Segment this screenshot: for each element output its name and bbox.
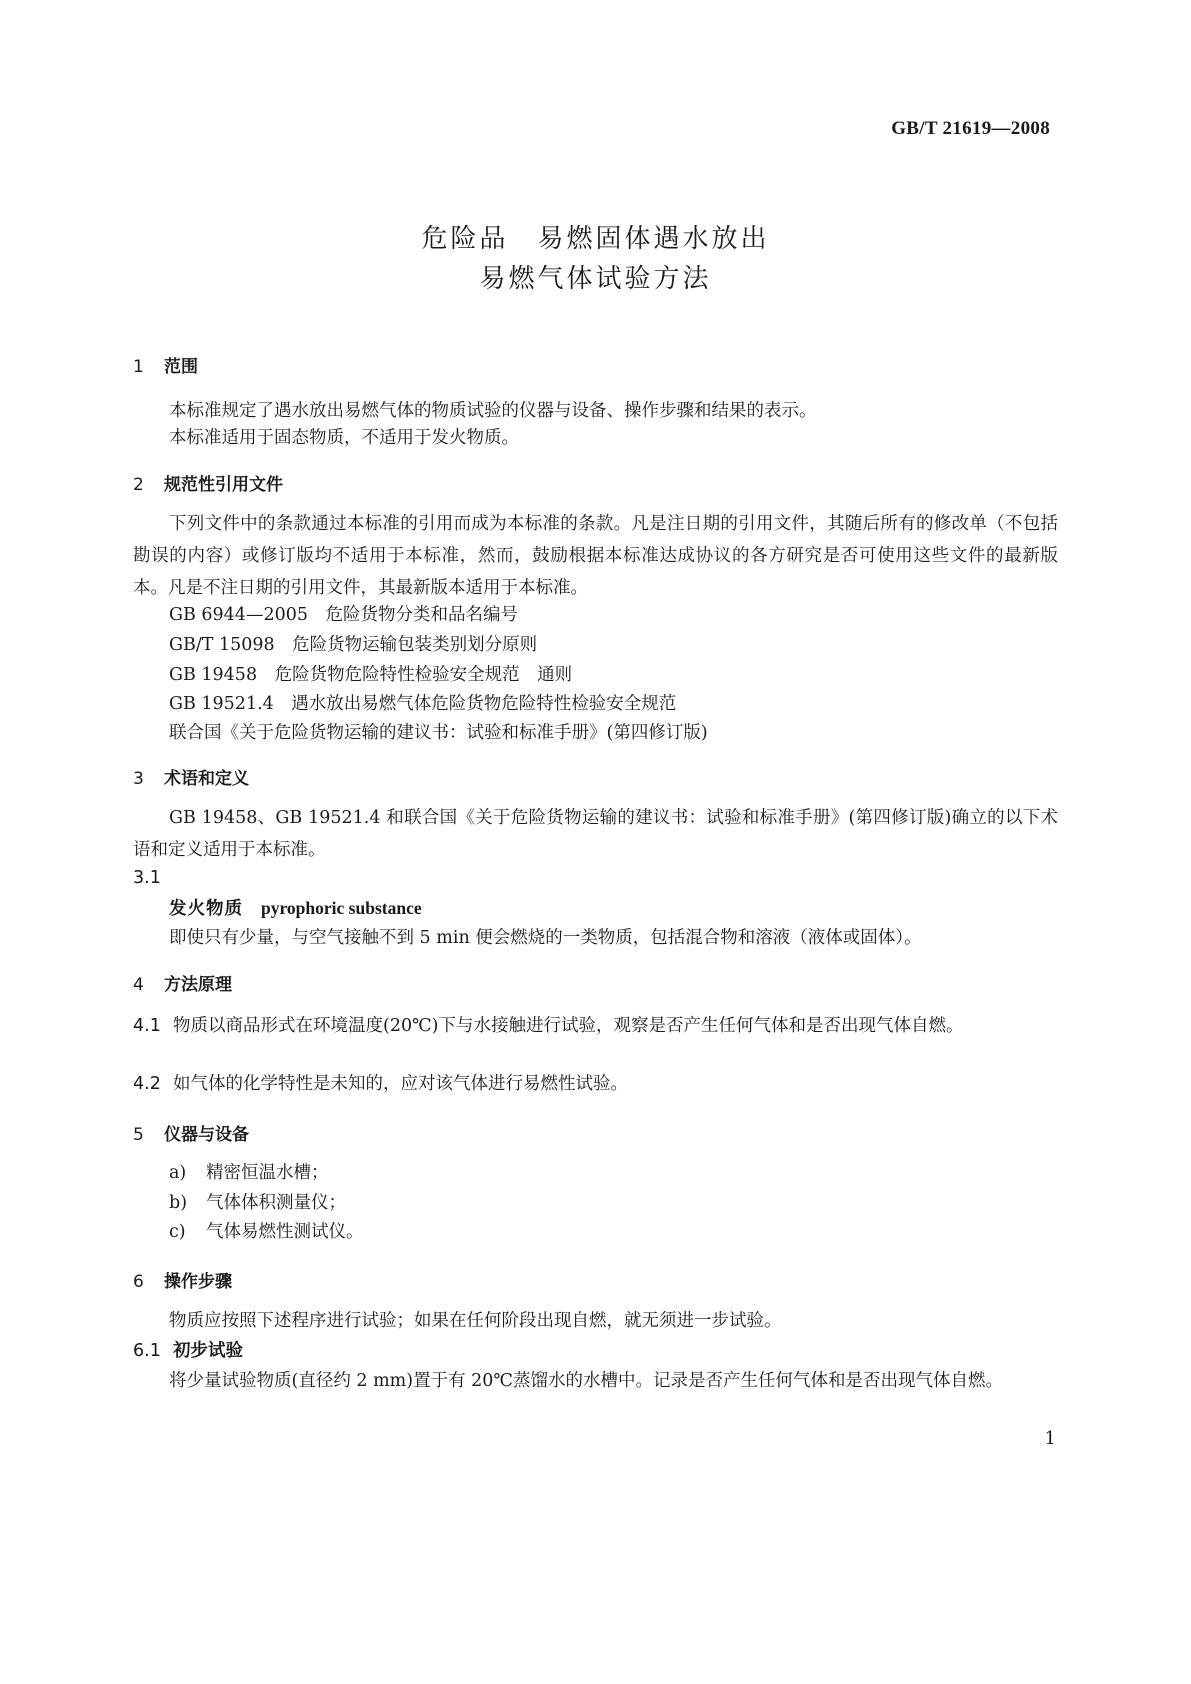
clause-number: 6.1 xyxy=(133,1341,161,1361)
section-number: 4 xyxy=(133,975,144,995)
item-text: 气体易燃性测试仪。 xyxy=(206,1222,364,1242)
section-2-heading xyxy=(133,470,283,495)
section-title: 术语和定义 xyxy=(164,769,249,789)
section-number: 5 xyxy=(133,1125,144,1145)
reference-item: GB 19458 危险货物危险特性检验安全规范 通则 xyxy=(169,665,573,685)
term-english: pyrophoric substance xyxy=(261,898,422,918)
page-number: 1 xyxy=(1044,1428,1056,1449)
section-title: 仪器与设备 xyxy=(164,1125,249,1145)
item-marker: c) xyxy=(169,1222,186,1242)
clause-text: 如气体的化学特性是未知的，应对该气体进行易燃性试验。 xyxy=(173,1074,628,1094)
equipment-item xyxy=(169,1187,346,1219)
item-text: 精密恒温水槽； xyxy=(206,1163,329,1183)
term-number: 3.1 xyxy=(133,868,161,888)
section-2-paragraph: 下列文件中的条款通过本标准的引用而成为本标准的条款。凡是注日期的引用文件，其随后所有的修改单（不包括勘误的内容）或修订版均不适用于本标准，然而，鼓励根据本标准达成协议的各方研究是否可使用这些文件的最新版本。凡是不注日期的引用文件，其最新版本适用于本标准。 xyxy=(133,514,1058,598)
clause-number: 4.2 xyxy=(133,1074,161,1094)
section-3-heading xyxy=(133,764,249,789)
clause-6-1-text: 将少量试验物质(直径约 2 mm)置于有 20℃蒸馏水的水槽中。记录是否产生任何气体和是否出现气体自燃。 xyxy=(169,1371,1004,1391)
reference-item: GB 19521.4 遇水放出易燃气体危险货物危险特性检验安全规范 xyxy=(169,694,677,714)
section-5-heading xyxy=(133,1120,249,1145)
equipment-item xyxy=(169,1157,329,1189)
clause-6-1-heading xyxy=(133,1335,243,1367)
clause-4-2 xyxy=(133,1068,1058,1100)
item-marker: b) xyxy=(169,1193,188,1213)
term-definition: 即使只有少量，与空气接触不到 5 min 便会燃烧的一类物质，包括混合物和溶液（液体或固体）。 xyxy=(169,928,922,948)
section-1-paragraph-1: 本标准规定了遇水放出易燃气体的物质试验的仪器与设备、操作步骤和结果的表示。 xyxy=(169,401,817,421)
clause-number: 4.1 xyxy=(133,1016,161,1036)
section-4-heading xyxy=(133,970,232,995)
section-1-paragraph-2: 本标准适用于固态物质，不适用于发火物质。 xyxy=(169,428,519,448)
reference-item: GB 6944—2005 危险货物分类和品名编号 xyxy=(169,605,518,625)
section-1-heading xyxy=(133,352,198,377)
section-number: 2 xyxy=(133,475,144,495)
clause-title: 初步试验 xyxy=(173,1341,243,1361)
section-title: 操作步骤 xyxy=(164,1272,232,1292)
section-6-heading xyxy=(133,1267,232,1292)
section-number: 1 xyxy=(133,357,144,377)
clause-4-1 xyxy=(133,1010,1058,1042)
section-title: 规范性引用文件 xyxy=(164,475,283,495)
term-heading xyxy=(169,892,422,925)
reference-item: GB/T 15098 危险货物运输包装类别划分原则 xyxy=(169,635,538,655)
clause-text: 物质以商品形式在环境温度(20℃)下与水接触进行试验，观察是否产生任何气体和是否出现气体自燃。 xyxy=(173,1016,964,1036)
section-6-paragraph: 物质应按照下述程序进行试验；如果在任何阶段出现自燃，就无须进一步试验。 xyxy=(169,1311,782,1331)
section-number: 3 xyxy=(133,769,144,789)
document-title-line-1: 危险品 易燃固体遇水放出 xyxy=(421,224,770,254)
section-3-paragraph: GB 19458、GB 19521.4 和联合国《关于危险货物运输的建议书：试验和标准手册》(第四修订版)确立的以下术语和定义适用于本标准。 xyxy=(133,808,1058,860)
section-number: 6 xyxy=(133,1272,144,1292)
reference-item: 联合国《关于危险货物运输的建议书：试验和标准手册》(第四修订版) xyxy=(169,723,708,743)
item-marker: a) xyxy=(169,1163,187,1183)
item-text: 气体体积测量仪； xyxy=(206,1193,346,1213)
document-title-line-2: 易燃气体试验方法 xyxy=(479,264,712,294)
section-title: 方法原理 xyxy=(164,975,232,995)
standard-number: GB/T 21619—2008 xyxy=(891,118,1050,139)
term-chinese: 发火物质 xyxy=(169,899,243,919)
section-title: 范围 xyxy=(164,357,198,377)
equipment-item xyxy=(169,1216,364,1248)
